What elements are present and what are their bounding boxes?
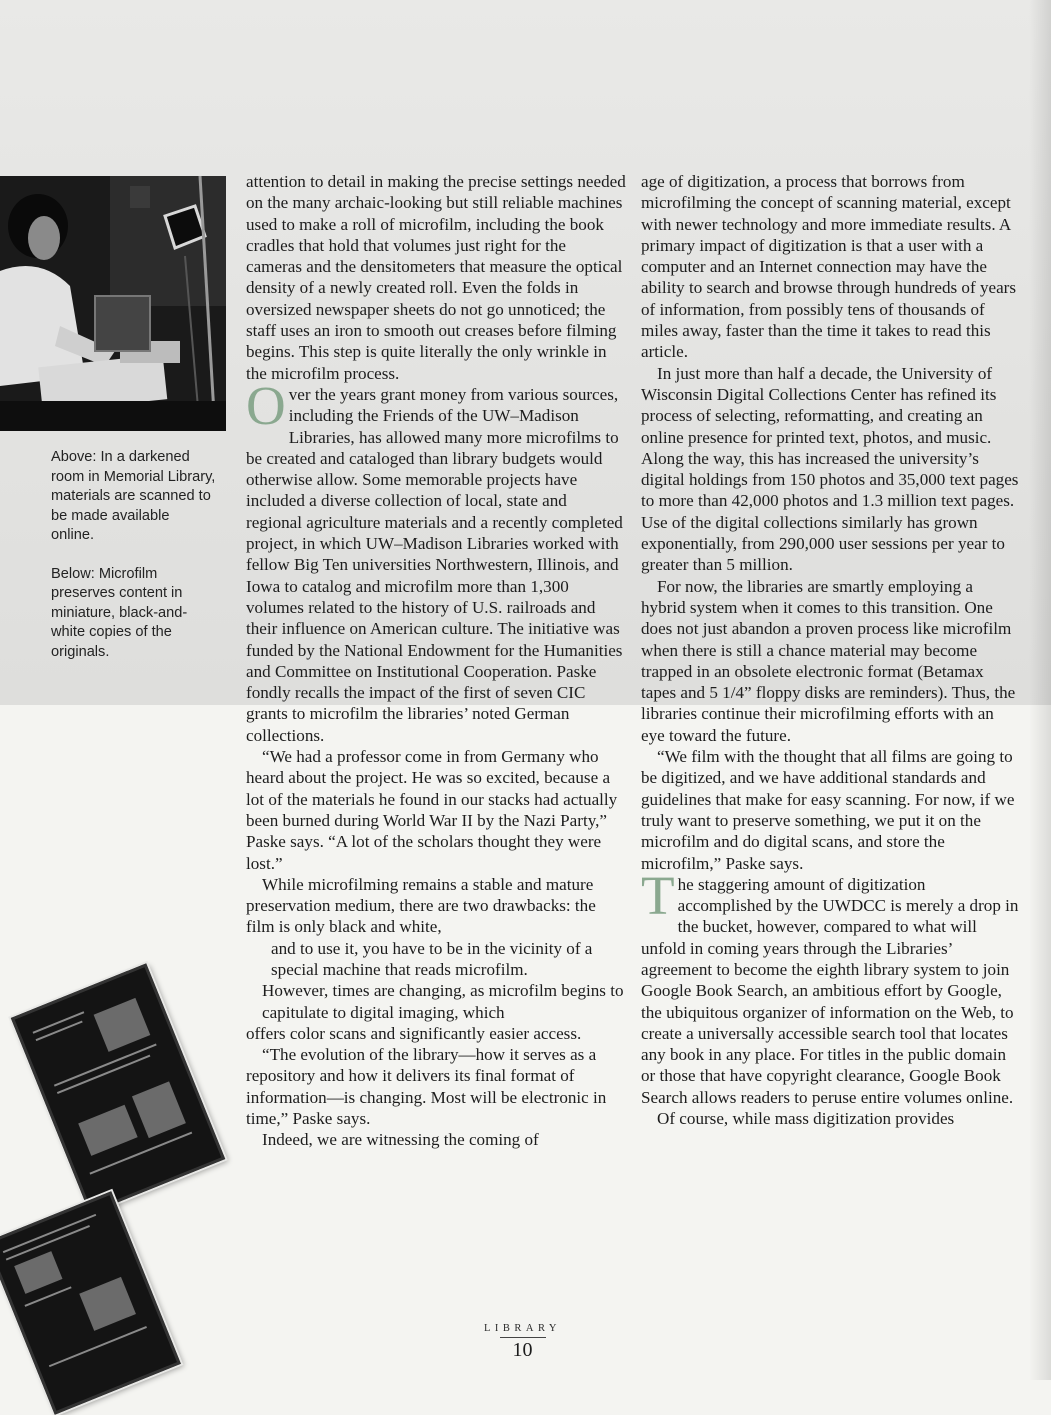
col1-paragraph-3: “We had a professor come in from Germany who heard about the project. He was so excited, because a lot of the materials he found in our stacks had actually been burned during World War II by the Nazi Party,” Paske says. “A lot of the scholars thought they were lost.”	[246, 747, 618, 873]
microfilm-images	[0, 975, 230, 1380]
col1-paragraph-4b: and to use it, you have to be in the vicinity of a special machine that reads microfilm.	[271, 938, 593, 979]
microfilm-frame-2	[0, 1191, 181, 1414]
col2-paragraph-6: Of course, while mass digitization provides	[657, 1109, 955, 1129]
col2-paragraph-5-text: he staggering amount of digitization accomplished by the UWDCC is merely a drop in the bucket, however, compared to what will unfold in coming years through the Libraries’ agreement to become the eighth library system to join Google Book Search, an ambitious effort by Google, the ubiquitous organizer of information on the Web, to create a universally accessible search tool that locates any book in any place. For titles in the public domain or those that have copyright clearance, Google Book Search allows readers to peruse entire volumes online.	[641, 874, 1019, 1107]
col1-paragraph-2	[246, 374, 626, 746]
col2-paragraph-4: “We film with the thought that all films are going to be digitized, and we have additional standards and guidelines that make for easy scanning. For now, if we truly want to preserve something, we put it on the microfilm and do digital scans, and store the microfilm,” Paske says.	[641, 747, 1015, 873]
section-name: LIBRARY	[483, 1323, 561, 1334]
page-gutter-shadow	[1029, 0, 1051, 1380]
caption-below: Below: Microfilm preserves content in miniature, black-and-white copies of the originals.	[51, 565, 188, 660]
page-number: 10	[512, 1339, 533, 1361]
article-column-2	[641, 171, 1021, 1129]
dropcap-t: T	[641, 864, 675, 926]
photo-scanning-room	[0, 176, 226, 431]
col1-paragraph-4a: While microfilming remains a stable and mature preservation medium, there are two drawbacks: the film is only black and white,	[246, 874, 596, 937]
col1-paragraph-4c: However, times are changing, as microfilm begins to capitulate to digital imaging, which	[262, 981, 624, 1022]
scanning-room-image	[0, 176, 226, 431]
col2-paragraph-5	[641, 864, 1021, 1108]
article-column-1	[246, 171, 626, 1151]
col2-paragraph-3: For now, the libraries are smartly employing a hybrid system when it comes to this transition. One does not just abandon a proven process like microfilm when there is still a chance material may become trapped in an obsolete electronic format (Betamax tapes and 5 1/4” floppy disks are reminders). Thus, the libraries continue their microfilming efforts with an eye toward the future.	[641, 576, 1016, 745]
photo-caption	[51, 448, 216, 681]
col1-paragraph-6: Indeed, we are witnessing the coming of	[262, 1130, 539, 1150]
col1-paragraph-5: “The evolution of the library—how it serves as a repository and how it delivers its final format of information—is changing. Most will be electronic in time,” Paske says.	[246, 1045, 607, 1129]
microfilm-frame-1	[11, 963, 225, 1213]
footer-rule	[500, 1337, 546, 1338]
dropcap-o: O	[246, 374, 286, 436]
col1-paragraph-4d: offers color scans and significantly easier access.	[246, 1023, 582, 1043]
page-footer	[480, 1323, 565, 1360]
col2-paragraph-2: In just more than half a decade, the University of Wisconsin Digital Collections Center has refined its process of selecting, reformatting, and creating an online presence for printed text, photos, and music. Along the way, this has increased the university’s digital holdings from 150 photos and 35,000 text pages to more than 42,000 photos and 1.3 million text pages. Use of the digital collections similarly has grown exponentially, from 290,000 user sessions per year to greater than 5 million.	[641, 363, 1019, 575]
col1-paragraph-1: attention to detail in making the precise settings needed on the many archaic-looking but still reliable machines used to make a roll of microfilm, including the book cradles that hold that volumes just right for the cameras and the densitometers that measure the optical density of a newly created roll. Even the folds in oversized newspaper sheets do not go unnoticed; the staff uses an iron to smooth out creases before filming begins. This step is quite literally the only wrinkle in the microfilm process.	[246, 172, 626, 383]
caption-above: Above: In a darkened room in Memorial Library, materials are scanned to be made available online.	[51, 449, 216, 543]
col1-paragraph-2-text: ver the years grant money from various sources, including the Friends of the UW–Madison Libraries, has allowed many more microfilms to be created and cataloged than library budgets would otherwise allow. Some memorable projects have included a diverse collection of local, state and regional agriculture materials and a recently completed project, in which UW–Madison Libraries worked with fellow Big Ten universities Northwestern, Illinois, and Iowa to catalog and microfilm more than 1,300 volumes related to the history of U.S. railroads and their influence on American culture. The initiative was funded by the National Endowment for the Humanities and Committee on Institutional Cooperation. Paske fondly recalls the impact of the first of seven CIC grants to microfilm the libraries’ noted German collections.	[246, 384, 623, 745]
col2-paragraph-1: age of digitization, a process that borrows from microfilming the concept of scanning material, except with newer technology and more immediate results. A primary impact of digitization is that a user with a computer and an Internet connection may have the ability to search and browse through hundreds of years of information, from possibly tens of thousands of miles away, faster than the time it takes to read this article.	[641, 172, 1017, 362]
